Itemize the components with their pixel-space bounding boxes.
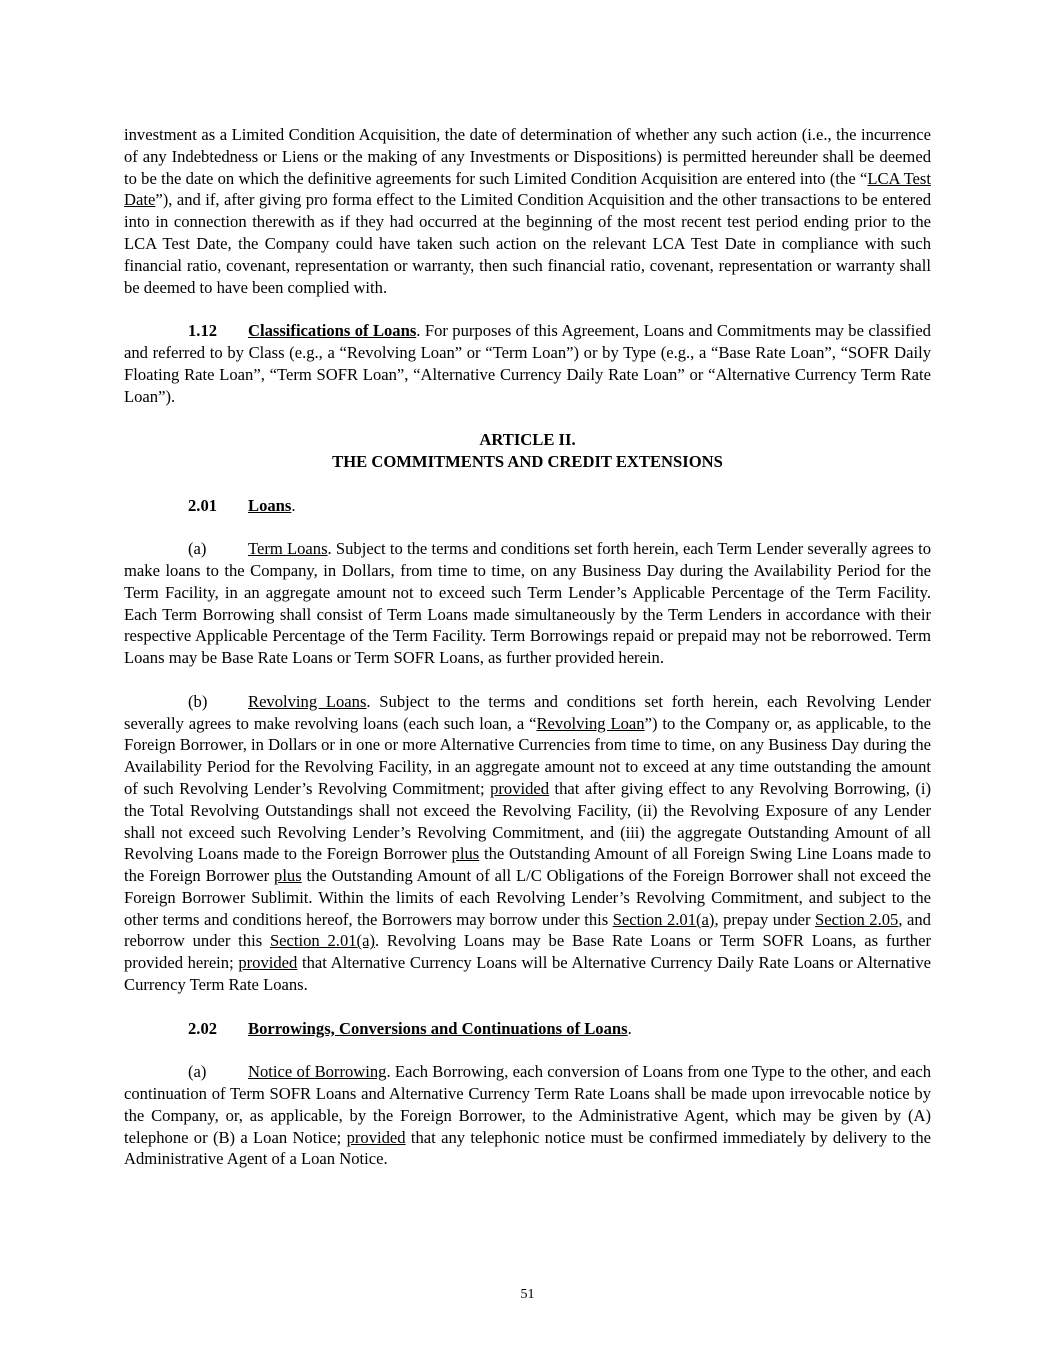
intro-text-1: investment as a Limited Condition Acquisition, the date of determination of whether any such action (i.e., the incurrence of any Indebtedness or Liens or the making of any Investments or Dispositions) is permitted hereunder shall be deemed to be the date on which the definitive agreements for such Limited Condition Acquisition are entered into (the “ bbox=[124, 125, 931, 188]
section-title: Loans bbox=[248, 495, 292, 515]
intro-text-2: ”), and if, after giving pro forma effect to the Limited Condition Acquisition and the other transactions to be entered into in connection therewith as if they had occurred at the beginning of the most recent test period ending prior to the LCA Test Date, the Company could have taken such action on the relevant LCA Test Date in compliance with such financial ratio, covenant, representation or warranty, then such financial ratio, covenant, representation or warranty shall be deemed to have been complied with. bbox=[124, 190, 931, 297]
section-reference: Section 2.01(a) bbox=[612, 909, 715, 929]
section-number: 2.01 bbox=[188, 495, 218, 515]
subsection-body-part: the Outstanding Amount of all L/C Obligations of the Foreign Borrower shall not exceed the Foreign Borrower Sublimit. Within the limits of each Revolving Lender’s Revolving Commitment, and subject to the other terms and conditions hereof, the Borrowers may borrow under this bbox=[124, 866, 931, 929]
subsection-body-part: . Subject to the terms and conditions set forth herein, each Revolving Lender severally agrees to make revolving loans (each such loan, a “ bbox=[124, 691, 931, 733]
plus-term: plus bbox=[274, 866, 302, 886]
subsection-label: (a) bbox=[188, 539, 207, 559]
subsection-body-part: that Alternative Currency Loans will be Alternative Currency Daily Rate Loans or Alternative Currency Term Rate Loans. bbox=[124, 953, 931, 995]
lca-test-date-term: LCA Test Date bbox=[124, 168, 931, 210]
subsection-2-02-a bbox=[124, 1061, 931, 1170]
subsection-2-01-a bbox=[124, 538, 931, 669]
section-reference: Section 2.01(a) bbox=[269, 931, 375, 951]
subsection-heading: Revolving Loans bbox=[248, 691, 367, 711]
subsection-label: (b) bbox=[188, 691, 208, 711]
subsection-2-01-b bbox=[124, 691, 931, 996]
section-title: Classifications of Loans bbox=[248, 321, 417, 341]
revolving-loan-term: Revolving Loan bbox=[536, 713, 645, 733]
article-heading bbox=[124, 429, 931, 473]
section-2-02-heading bbox=[188, 1018, 931, 1040]
plus-term: plus bbox=[451, 844, 480, 864]
subsection-heading: Notice of Borrowing bbox=[248, 1062, 387, 1082]
subsection-body-part: that after giving effect to any Revolving Borrowing, (i) the Total Revolving Outstandings shall not exceed the Revolving Facility, (ii) the Revolving Exposure of any Lender shall not exceed such Revolving Lender’s Revolving Commitment, and (iii) the aggregate Outstanding Amount of all Revolving Loans made to the Foreign Borrower bbox=[124, 778, 931, 864]
subsection-body-part: . Each Borrowing, each conversion of Loans from one Type to the other, and each continuation of Term SOFR Loans and Alternative Currency Term Rate Loans shall be made upon irrevocable notice by the Company, or, as applicable, by the Foreign Borrower, to the Administrative Agent, which may be given by (A) telephone or (B) a Loan Notice; bbox=[124, 1062, 931, 1147]
subsection-body-part: ”) to the Company or, as applicable, to the Foreign Borrower, in Dollars or in one or more Alternative Currencies from time to time, on any Business Day during the Availability Period for the Revolving Facility, in an aggregate amount not to exceed at any time outstanding the amount of such Revolving Lender’s Revolving Commitment; bbox=[124, 713, 932, 798]
section-1-12 bbox=[124, 320, 931, 407]
section-title-period: . bbox=[291, 495, 296, 515]
section-number: 2.02 bbox=[188, 1018, 218, 1038]
article-title: THE COMMITMENTS AND CREDIT EXTENSIONS bbox=[332, 451, 723, 471]
provided-term: provided bbox=[490, 778, 550, 798]
section-body: . For purposes of this Agreement, Loans and Commitments may be classified and referred to by Class (e.g., a “Revolving Loan” or “Term Loan”) or by Type (e.g., a “Base Rate Loan”, “SOFR Daily Floating Rate Loan”, “Term SOFR Loan”, “Alternative Currency Daily Rate Loan” or “Alternative Currency Term Rate Loan”). bbox=[124, 321, 931, 406]
provided-term: provided bbox=[346, 1127, 406, 1147]
subsection-body-part: , and reborrow under this bbox=[124, 909, 931, 951]
page-number: 51 bbox=[520, 1287, 535, 1302]
subsection-body: . Subject to the terms and conditions set forth herein, each Term Lender severally agrees to make loans to the Company, in Dollars, from time to time, on any Business Day during the Availability Period for the Term Facility, in an aggregate amount not to exceed such Term Lender’s Applicable Percentage of the Term Facility. Each Term Borrowing shall consist of Term Loans made simultaneously by the Term Lenders in accordance with their respective Applicable Percentage of the Term Facility. Term Borrowings repaid or prepaid may not be reborrowed. Term Loans may be Base Rate Loans or Term SOFR Loans, as further provided herein. bbox=[124, 539, 931, 668]
section-number: 1.12 bbox=[188, 321, 218, 341]
section-reference: Section 2.05 bbox=[815, 909, 899, 929]
subsection-body-part: , prepay under bbox=[714, 909, 816, 929]
section-title: Borrowings, Conversions and Continuations of Loans bbox=[248, 1018, 628, 1038]
section-title-period: . bbox=[627, 1018, 632, 1038]
subsection-label: (a) bbox=[188, 1062, 207, 1082]
intro-paragraph bbox=[124, 124, 931, 298]
document-page bbox=[124, 124, 931, 1170]
subsection-body-part: the Outstanding Amount of all Foreign Swing Line Loans made to the Foreign Borrower bbox=[124, 844, 931, 886]
article-number: ARTICLE II. bbox=[479, 430, 576, 450]
section-2-01-heading bbox=[188, 495, 931, 517]
subsection-heading: Term Loans bbox=[248, 539, 328, 559]
provided-term: provided bbox=[238, 953, 298, 973]
subsection-body-part: that any telephonic notice must be confirmed immediately by delivery to the Administrative Agent of a Loan Notice. bbox=[124, 1127, 931, 1169]
subsection-body-part: . Revolving Loans may be Base Rate Loans or Term SOFR Loans, as further provided herein; bbox=[124, 931, 931, 973]
